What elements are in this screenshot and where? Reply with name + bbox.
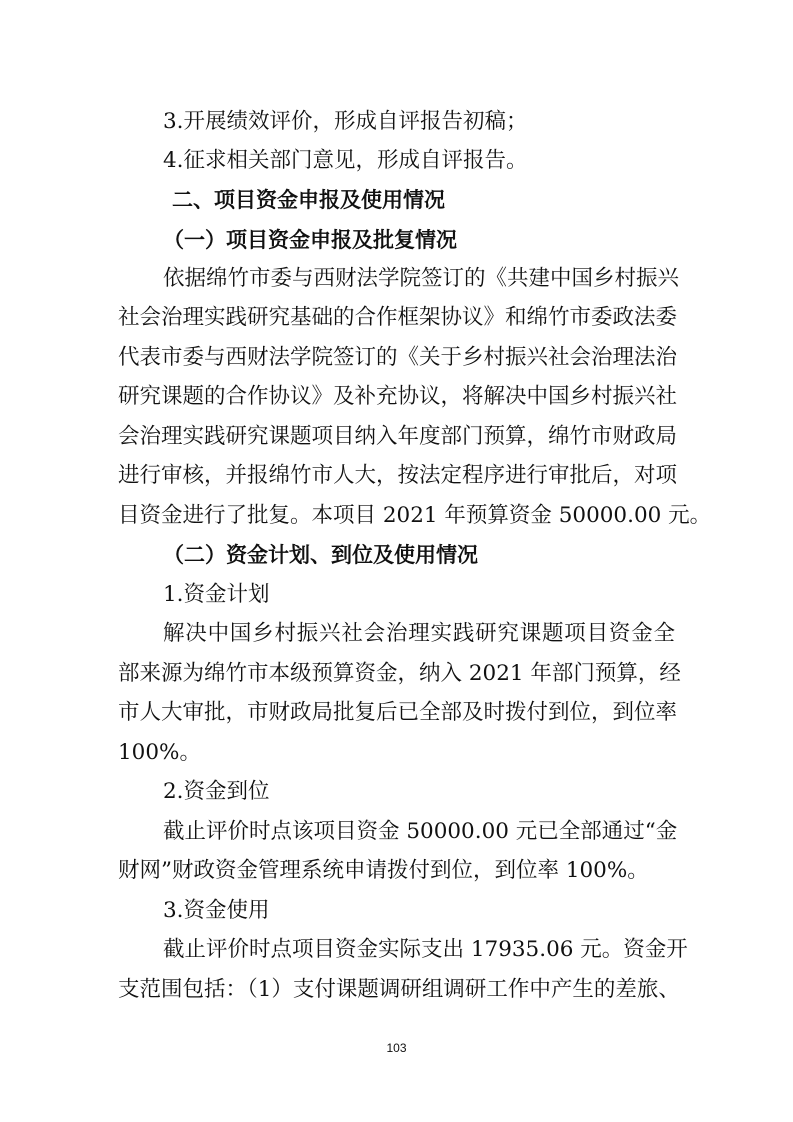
subsection-heading-1: （一）项目资金申报及批复情况 (163, 228, 457, 252)
paragraph-line: 目资金进行了批复。本项目 2021 年预算资金 50000.00 元。 (118, 503, 712, 528)
subsection-heading-2: （二）资金计划、到位及使用情况 (163, 543, 478, 567)
page-number: 103 (386, 1041, 407, 1055)
item-1-heading: 1.资金计划 (163, 582, 270, 607)
paragraph-line: 代表市委与西财法学院签订的《关于乡村振兴社会治理法治 (118, 345, 678, 370)
paragraph-line: 社会治理实践研究基础的合作框架协议》和绵竹市委政法委 (118, 305, 678, 330)
item-3-heading: 3.资金使用 (163, 898, 270, 923)
paragraph-line: 依据绵竹市委与西财法学院签订的《共建中国乡村振兴 (163, 266, 680, 291)
paragraph-line: 截止评价时点项目资金实际支出 17935.06 元。资金开 (163, 937, 688, 962)
paragraph-line: 100%。 (118, 740, 201, 765)
paragraph-line: 部来源为绵竹市本级预算资金，纳入 2021 年部门预算，经 (118, 661, 681, 686)
item-2-heading: 2.资金到位 (163, 779, 270, 804)
step-3-text: 3.开展绩效评价，形成自评报告初稿； (163, 109, 528, 134)
paragraph-line: 进行审核，并报绵竹市人大，按法定程序进行审批后，对项 (118, 463, 678, 488)
paragraph-line: 市人大审批，市财政局批复后已全部及时拨付到位，到位率 (118, 700, 678, 725)
paragraph-line: 解决中国乡村振兴社会治理实践研究课题项目资金全 (163, 621, 675, 646)
paragraph-line: 财网”财政资金管理系统申请拨付到位，到位率 100%。 (118, 858, 649, 883)
paragraph-line: 研究课题的合作协议》及补充协议，将解决中国乡村振兴社 (118, 384, 678, 409)
section-heading-2: 二、项目资金申报及使用情况 (172, 188, 445, 212)
paragraph-line: 会治理实践研究课题项目纳入年度部门预算，绵竹市财政局 (118, 424, 678, 449)
paragraph-line: 支范围包括：（1）支付课题调研组调研工作中产生的差旅、 (118, 977, 680, 1002)
paragraph-line: 截止评价时点该项目资金 50000.00 元已全部通过“金 (163, 819, 678, 844)
step-4-text: 4.征求相关部门意见，形成自评报告。 (163, 148, 528, 173)
